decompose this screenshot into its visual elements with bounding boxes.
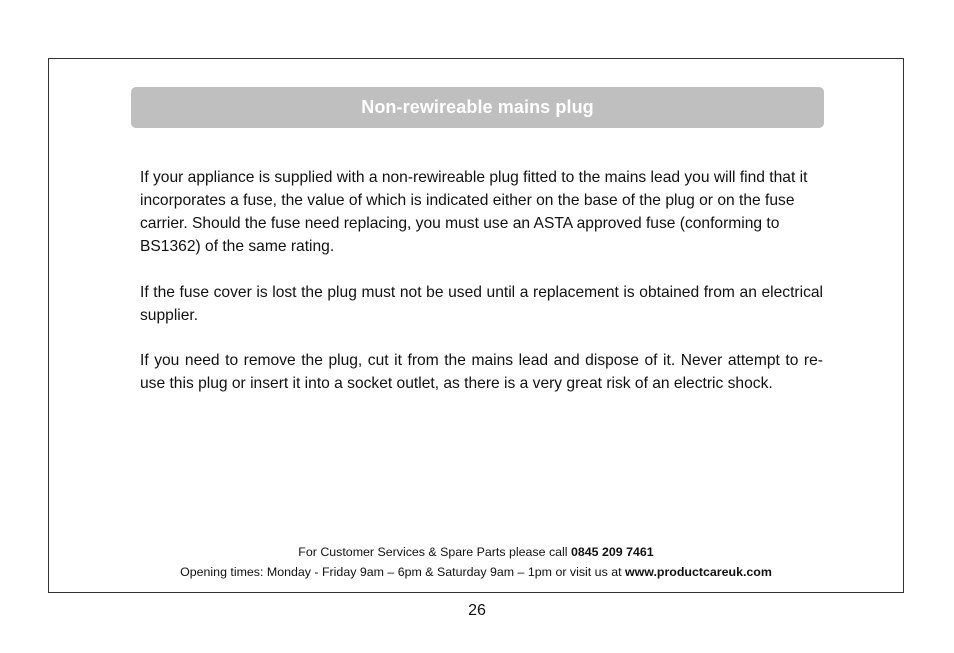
paragraph-remove-plug: If you need to remove the plug, cut it from the mains lead and dispose of it. Never attempt to re-use this plug or insert it into a socket outlet, as there is a very great risk of an electric shock. (140, 352, 823, 392)
paragraph-fuse-info: If your appliance is supplied with a non-rewireable plug fitted to the mains lead you will find that it incorporates a fuse, the value of which is indicated either on the base of the plug or on the fuse carrier. Should the fuse need replacing, you must use an ASTA approved fuse (conforming to BS1362) of the same rating. (140, 169, 808, 255)
footer-hours-text: Opening times: Monday - Friday 9am – 6pm & Saturday 9am – 1pm or visit us at (180, 565, 625, 579)
section-header-bar (131, 87, 824, 128)
footer-call-text: For Customer Services & Spare Parts please call (298, 545, 571, 559)
footer-website-link[interactable]: www.productcareuk.com (625, 565, 772, 579)
paragraph-fuse-cover: If the fuse cover is lost the plug must not be used until a replacement is obtained from an electrical supplier. (140, 284, 823, 324)
footer-phone-number: 0845 209 7461 (571, 545, 654, 559)
footer-customer-services (48, 544, 904, 560)
footer-opening-times (48, 564, 904, 580)
section-title: Non-rewireable mains plug (361, 97, 594, 117)
page-number: 26 (468, 602, 486, 619)
